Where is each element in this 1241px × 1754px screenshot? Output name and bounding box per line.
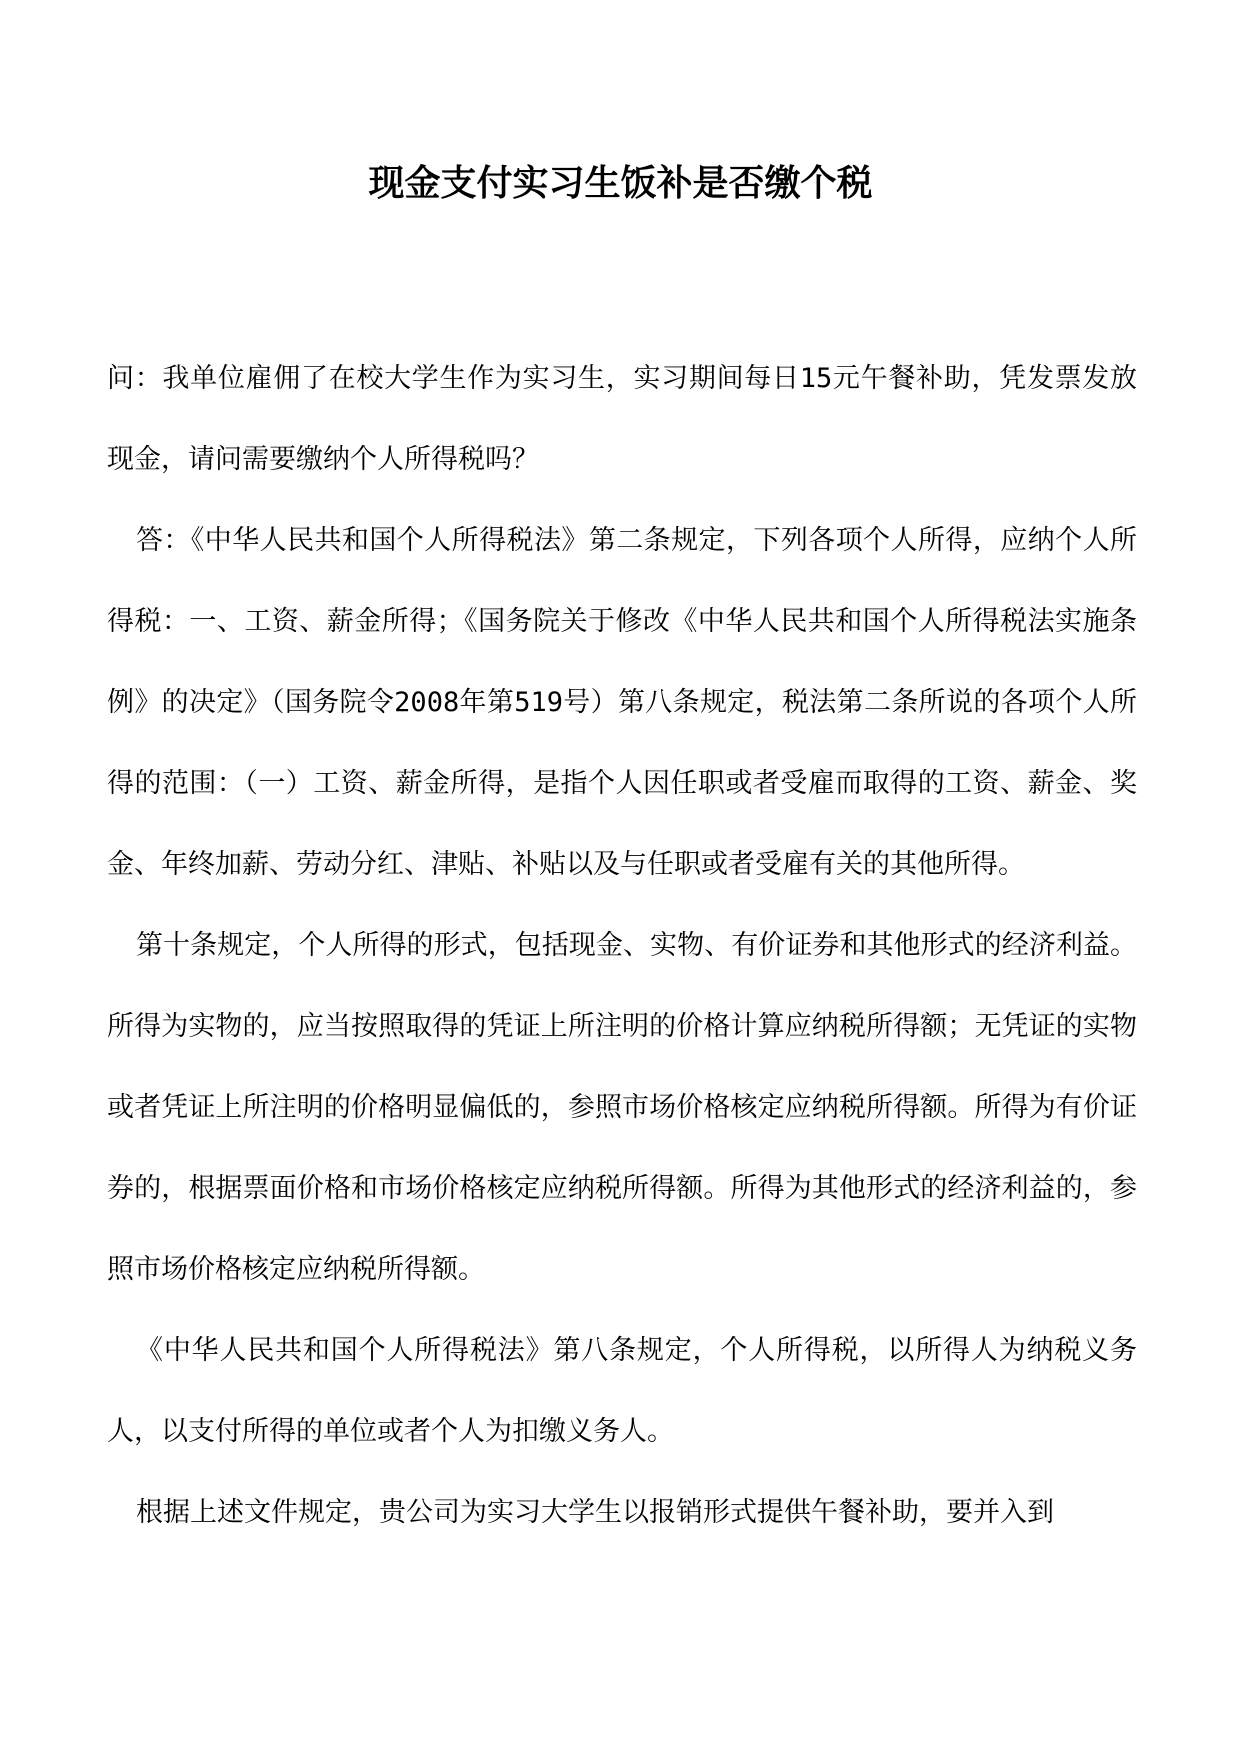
article-eight-paragraph: 《中华人民共和国个人所得税法》第八条规定，个人所得税，以所得人为纳税义务人，以支付所得的单位或者个人为扣缴义务人。	[107, 1335, 1137, 1447]
conclusion-paragraph: 根据上述文件规定，贵公司为实习大学生以报销形式提供午餐补助，要并入到	[136, 1497, 1054, 1528]
document-title: 现金支付实习生饭补是否缴个税	[368, 162, 873, 204]
article-ten-paragraph: 第十条规定，个人所得的形式，包括现金、实物、有价证券和其他形式的经济利益。所得为实物的，应当按照取得的凭证上所注明的价格计算应纳税所得额；无凭证的实物或者凭证上所注明的价格明显偏低的，参照市场价格核定应纳税所得额。所得为有价证券的，根据票面价格和市场价格核定应纳税所得额。所得为其他形式的经济利益的，参照市场价格核定应纳税所得额。	[107, 930, 1137, 1285]
document-body	[107, 338, 1137, 1553]
question-paragraph: 问：我单位雇佣了在校大学生作为实习生，实习期间每日15元午餐补助，凭发票发放现金，请问需要缴纳个人所得税吗？	[107, 363, 1137, 475]
answer-paragraph: 答：《中华人民共和国个人所得税法》第二条规定，下列各项个人所得，应纳个人所得税：一、工资、薪金所得；《国务院关于修改《中华人民共和国个人所得税法实施条例》的决定》（国务院令2008年第519号）第八条规定，税法第二条所说的各项个人所得的范围：（一）工资、薪金所得，是指个人因任职或者受雇而取得的工资、薪金、奖金、年终加薪、劳动分红、津贴、补贴以及与任职或者受雇有关的其他所得。	[107, 525, 1137, 880]
